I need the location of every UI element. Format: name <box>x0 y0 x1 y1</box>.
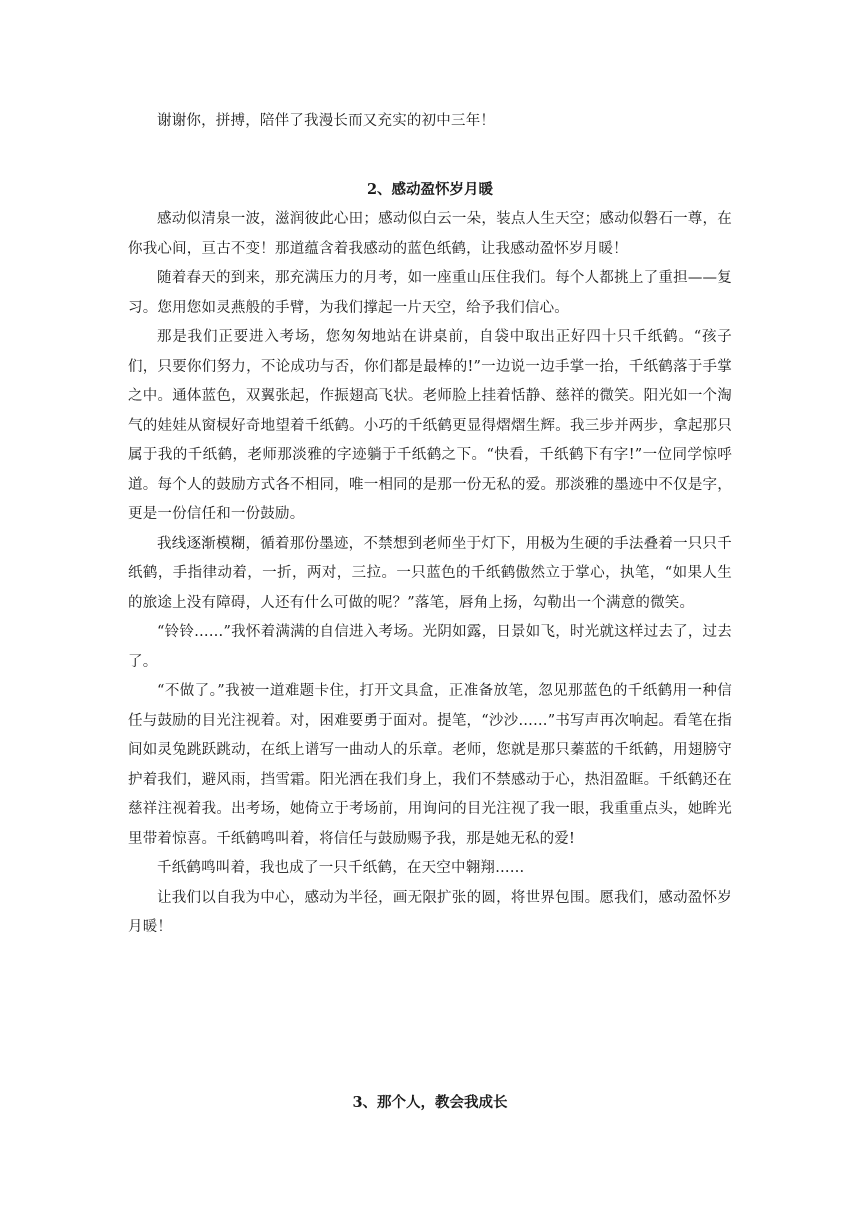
section-2-paragraph: 千纸鹤鸣叫着，我也成了一只千纸鹤，在天空中翱翔…… <box>157 860 525 876</box>
section-2-paragraph: 随着春天的到来，那充满压力的月考，如一座重山压住我们。每个人都挑上了重担——复习。您用您如灵燕般的手臂，为我们撑起一片天空，给予我们信心。 <box>128 270 732 316</box>
section-3-title: 3、那个人，教会我成长 <box>352 1094 508 1111</box>
section-2-paragraph: 让我们以自我为中心，感动为半径，画无限扩张的圆，将世界包围。愿我们，感动盈怀岁月暖！ <box>128 889 732 935</box>
section-2-title: 2、感动盈怀岁月暖 <box>366 181 494 198</box>
section-2-paragraph: 那是我们正要进入考场，您匆匆地站在讲桌前，自袋中取出正好四十只千纸鹤。“孩子们，只要你们努力，不论成功与否，你们都是最棒的!”一边说一边手掌一抬，千纸鹤落于手掌之中。通体蓝色，双翼张起，作振翅高飞状。老师脸上挂着恬静、慈祥的微笑。阳光如一个淘气的娃娃从窗棂好奇地望着千纸鹤。小巧的千纸鹤更显得熠熠生辉。我三步并两步，拿起那只属于我的千纸鹤，老师那淡雅的字迹躺于千纸鹤之下。“快看，千纸鹤下有字!”一位同学惊呼道。每个人的鼓励方式各不相同，唯一相同的是那一份无私的爱。那淡雅的墨迹中不仅是字，更是一份信任和一份鼓励。 <box>128 329 732 522</box>
intro-line: 谢谢你，拼搏，陪伴了我漫长而又充实的初中三年！ <box>157 113 496 129</box>
section-2-paragraph: 我线逐渐模糊，循着那份墨迹，不禁想到老师坐于灯下，用极为生硬的手法叠着一只只千纸鹤，手指律动着，一折，两对，三拉。一只蓝色的千纸鹤傲然立于掌心，执笔，“如果人生的旅途上没有障碍，人还有什么可做的呢？”落笔，唇角上扬，勾勒出一个满意的微笑。 <box>128 535 732 611</box>
intro-paragraph <box>128 107 732 137</box>
section-2-paragraph: “不做了。”我被一道难题卡住，打开文具盒，正准备放笔，忽见那蓝色的千纸鹤用一种信任与鼓励的目光注视着。对，困难要勇于面对。提笔，“沙沙……”书写声再次响起。看笔在指间如灵兔跳跃跳动，在纸上谱写一曲动人的乐章。老师，您就是那只蓁蓝的千纸鹤，用翅膀守护着我们，避风雨，挡雪霜。阳光洒在我们身上，我们不禁感动于心，热泪盈眶。千纸鹤还在慈祥注视着我。出考场，她倚立于考场前，用询问的目光注视了我一眼，我重重点头，她眸光里带着惊喜。千纸鹤鸣叫着，将信任与鼓励赐予我，那是她无私的爱! <box>128 683 732 847</box>
section-2-paragraph: “铃铃……”我怀着满满的自信进入考场。光阴如露，日景如飞，时光就这样过去了，过去了。 <box>128 624 732 670</box>
section-2-paragraph: 感动似清泉一波，滋润彼此心田；感动似白云一朵，装点人生天空；感动似磐石一尊，在你我心间，亘古不变！那道蕴含着我感动的蓝色纸鹤，让我感动盈怀岁月暖！ <box>128 211 732 257</box>
section-2-body <box>128 205 732 943</box>
